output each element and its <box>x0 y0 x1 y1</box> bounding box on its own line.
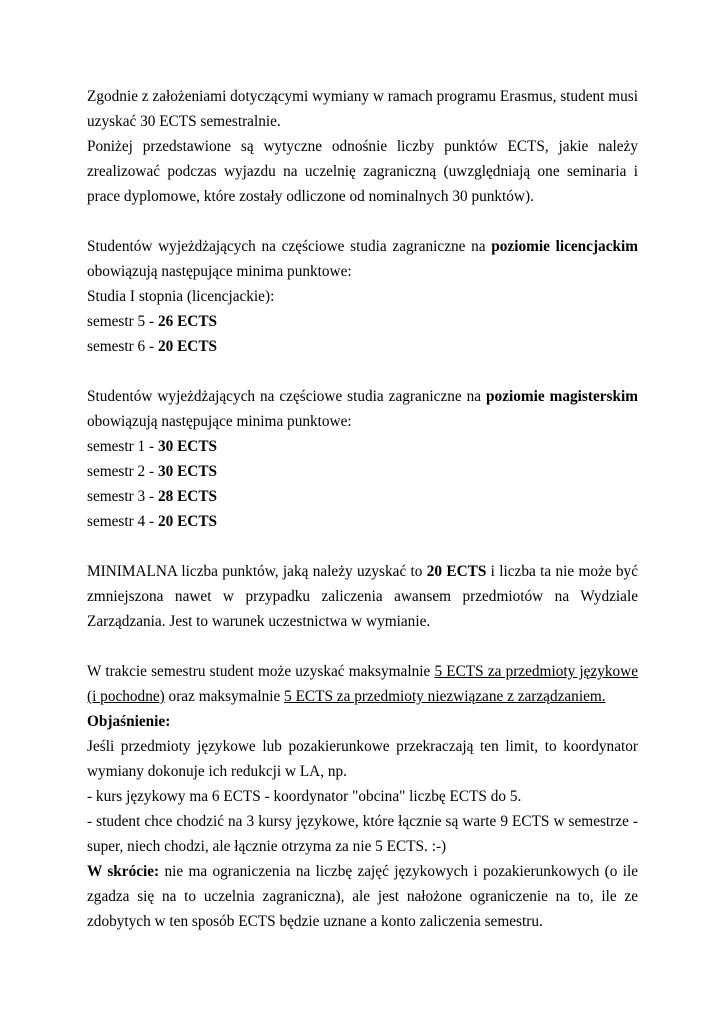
bachelor-semester-5 <box>87 309 638 334</box>
document-page <box>87 84 638 934</box>
master-intro-post: obowiązują następujące minima punktowe: <box>87 413 352 430</box>
master-semester-3 <box>87 484 638 509</box>
semester-label: semestr 3 - <box>87 488 158 505</box>
semester-label: semestr 1 - <box>87 438 158 455</box>
limits-text: W trakcie semestru student może uzyskać maksymalnie <box>87 663 435 680</box>
explanation-heading: Objaśnienie: <box>87 713 171 730</box>
minimum-paragraph <box>87 559 638 634</box>
semester-label: semestr 2 - <box>87 463 158 480</box>
bachelor-semester-6 <box>87 334 638 359</box>
minimum-ects-value: 20 ECTS <box>426 563 487 580</box>
language-limit-underlined: 5 ECTS za przedmioty językowe (i pochodne) <box>87 663 639 705</box>
semester-label: semestr 6 - <box>87 338 158 355</box>
spacer <box>87 634 638 659</box>
example-language-course: - kurs językowy ma 6 ECTS - koordynator "obcina" liczbę ECTS do 5. <box>87 788 522 805</box>
semester-ects-value: 30 ECTS <box>157 438 218 455</box>
summary-paragraph <box>87 859 638 934</box>
explanation-text: Jeśli przedmioty językowe lub pozakierunkowe przekraczają ten limit, to koordynator wymiany dokonuje ich redukcji w LA, np. <box>87 738 638 780</box>
master-semester-4 <box>87 509 638 534</box>
master-intro-text: Studentów wyjeżdżających na częściowe studia zagraniczne na <box>87 388 487 405</box>
semester-ects-value: 26 ECTS <box>157 313 218 330</box>
bachelor-intro-post: obowiązują następujące minima punktowe: <box>87 263 352 280</box>
master-semester-1 <box>87 434 638 459</box>
spacer <box>87 209 638 234</box>
bachelor-intro <box>87 234 638 284</box>
minimum-text-post: i liczba ta nie może być zmniejszona nawet w przypadku zaliczenia awansem przedmiotów na Wydziale Zarządzania. Jest to warunek uczestnictwa w wymianie. <box>87 563 638 630</box>
limits-text-mid: oraz maksymalnie <box>164 688 285 705</box>
spacer <box>87 534 638 559</box>
example-three-courses: - student chce chodzić na 3 kursy językowe, które łącznie są warte 9 ECTS w semestrze - super, niech chodzi, ale łącznie otrzyma za nie 5 ECTS. :-) <box>87 813 638 855</box>
bachelor-intro-text: Studentów wyjeżdżających na częściowe studia zagraniczne na <box>87 238 492 255</box>
semester-ects-value: 28 ECTS <box>157 488 218 505</box>
master-intro <box>87 384 638 434</box>
semester-label: semestr 4 - <box>87 513 158 530</box>
bachelor-degree-label: Studia I stopnia (licencjackie): <box>87 288 275 305</box>
intro-guidelines-text: Poniżej przedstawione są wytyczne odnośnie liczby punktów ECTS, jakie należy zrealizować podczas wyjazdu na uczelnię zagraniczną (uwzględniają one seminaria i prace dyplomowe, które zostały odliczone od nominalnych 30 punktów). <box>87 138 638 205</box>
master-semester-2 <box>87 459 638 484</box>
non-management-limit-underlined: 5 ECTS za przedmioty niezwiązane z zarządzaniem. <box>284 688 606 705</box>
limits-paragraph <box>87 659 638 709</box>
minimum-text: MINIMALNA liczba punktów, jaką należy uzyskać to <box>87 563 427 580</box>
semester-ects-value: 20 ECTS <box>157 338 218 355</box>
intro-erasmus-text: Zgodnie z założeniami dotyczącymi wymiany w ramach programu Erasmus, student musi uzyskać 30 ECTS semestralnie. <box>87 88 638 130</box>
spacer <box>87 359 638 384</box>
summary-text: nie ma ograniczenia na liczbę zajęć językowych i pozakierunkowych (o ile zgadza się na to uczelnia zagraniczna), ale jest nałożone ograniczenie na to, ile ze zdobytych w ten sposób ECTS będzie uznane a konto zaliczenia semestru. <box>87 863 638 930</box>
intro-paragraph <box>87 84 638 209</box>
semester-ects-value: 30 ECTS <box>157 463 218 480</box>
bachelor-level-label: poziomie licencjackim <box>491 238 638 255</box>
semester-ects-value: 20 ECTS <box>157 513 218 530</box>
master-level-label: poziomie magisterskim <box>486 388 638 405</box>
summary-label: W skrócie: <box>87 863 160 880</box>
semester-label: semestr 5 - <box>87 313 158 330</box>
